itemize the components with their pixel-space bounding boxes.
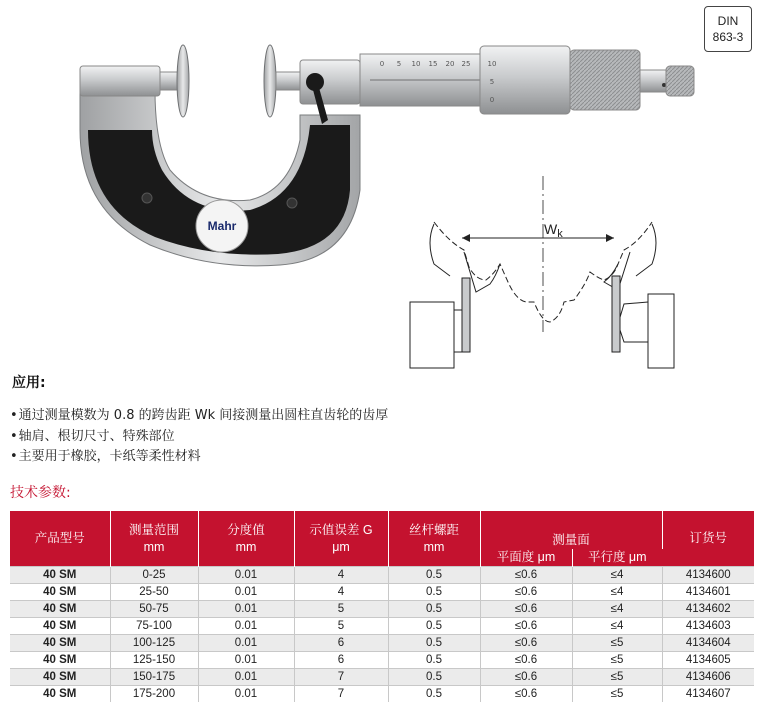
table-row: [10, 601, 754, 618]
sleeve-scale-label: 0: [379, 60, 385, 68]
left-anvil: [410, 302, 454, 368]
header-range-label: 测量范围: [128, 522, 179, 537]
cell-range: 75-100: [110, 618, 198, 635]
spindle-disc: [264, 45, 276, 117]
cell-flatness: ≤0.6: [480, 567, 572, 584]
cell-pitch: 0.5: [388, 686, 480, 703]
header-pitch-label: 丝杆螺距: [408, 522, 459, 537]
screw-icon: [287, 198, 297, 208]
right-anvil: [648, 294, 674, 368]
cell-parallelism: ≤5: [572, 652, 662, 669]
cell-order: 4134601: [662, 584, 754, 601]
header-resolution-unit: mm: [235, 539, 257, 554]
cell-parallelism: ≤4: [572, 618, 662, 635]
cell-parallelism: ≤4: [572, 567, 662, 584]
cell-error: 7: [294, 669, 388, 686]
din-badge-line1: DIN: [717, 14, 739, 28]
header-pitch: [388, 511, 480, 567]
application-heading: 应用:: [12, 375, 46, 391]
cell-flatness: ≤0.6: [480, 618, 572, 635]
din-badge-line2: 863-3: [712, 30, 744, 44]
header-resolution-label: 分度值: [227, 522, 265, 537]
dimension-label: [544, 221, 563, 240]
cell-range: 50-75: [110, 601, 198, 618]
cell-parallelism: ≤5: [572, 669, 662, 686]
gear-measurement-diagram: [404, 172, 678, 370]
cell-error: 7: [294, 686, 388, 703]
header-face-label: 测量面: [552, 533, 590, 547]
cell-error: 6: [294, 652, 388, 669]
cell-order: 4134607: [662, 686, 754, 703]
cell-pitch: 0.5: [388, 601, 480, 618]
cell-range: 175-200: [110, 686, 198, 703]
right-measuring-disc: [612, 276, 620, 352]
mahr-logo-text: Mahr: [207, 219, 237, 233]
cell-pitch: 0.5: [388, 567, 480, 584]
header-error: [294, 511, 388, 567]
cell-error: 4: [294, 567, 388, 584]
cell-error: 4: [294, 584, 388, 601]
sleeve-scale-label: 25: [461, 60, 471, 68]
left-measuring-disc: [462, 278, 470, 352]
sleeve-scale-label: 20: [445, 60, 455, 68]
cell-range: 150-175: [110, 669, 198, 686]
screw-icon: [142, 193, 152, 203]
ratchet-shaft: [640, 70, 668, 92]
anvil-disc: [177, 45, 189, 117]
cell-pitch: 0.5: [388, 618, 480, 635]
spec-table: [10, 511, 754, 702]
list-item: • 轴肩、根切尺寸、特殊部位: [10, 427, 388, 448]
thimble-scale-label: 10: [487, 60, 497, 68]
cell-order: 4134605: [662, 652, 754, 669]
cell-order: 4134602: [662, 601, 754, 618]
din-badge: [704, 6, 752, 52]
cell-flatness: ≤0.6: [480, 584, 572, 601]
cell-pitch: 0.5: [388, 652, 480, 669]
cell-resolution: 0.01: [198, 652, 294, 669]
header-range: [110, 511, 198, 567]
header-pitch-unit: mm: [423, 539, 445, 554]
cell-pitch: 0.5: [388, 584, 480, 601]
cell-flatness: ≤0.6: [480, 686, 572, 703]
cell-range: 125-150: [110, 652, 198, 669]
list-item: • 主要用于橡胶，卡纸等柔性材料: [10, 447, 388, 468]
header-error-label: 示值误差 G: [309, 522, 373, 537]
cell-model: 40 SM: [10, 669, 110, 686]
cell-range: 100-125: [110, 635, 198, 652]
cell-parallelism: ≤5: [572, 635, 662, 652]
cell-order: 4134600: [662, 567, 754, 584]
cell-resolution: 0.01: [198, 669, 294, 686]
header-face: [480, 511, 662, 549]
cell-order: 4134604: [662, 635, 754, 652]
table-row: [10, 635, 754, 652]
cell-resolution: 0.01: [198, 686, 294, 703]
cell-pitch: 0.5: [388, 635, 480, 652]
cell-pitch: 0.5: [388, 669, 480, 686]
header-order: [662, 511, 754, 567]
header-order-label: 订货号: [689, 531, 727, 545]
cell-resolution: 0.01: [198, 618, 294, 635]
header-error-unit: μm: [332, 539, 350, 554]
table-row: [10, 669, 754, 686]
tech-params-heading: 技术参数:: [10, 485, 71, 501]
cell-flatness: ≤0.6: [480, 601, 572, 618]
header-flatness: 平面度 μm: [480, 549, 572, 567]
header-resolution: [198, 511, 294, 567]
header-parallelism: 平行度 μm: [572, 549, 662, 567]
cell-order: 4134603: [662, 618, 754, 635]
header-range-unit: mm: [143, 539, 165, 554]
cell-resolution: 0.01: [198, 567, 294, 584]
header-model: [10, 511, 110, 567]
cell-model: 40 SM: [10, 567, 110, 584]
cell-model: 40 SM: [10, 584, 110, 601]
cell-error: 6: [294, 635, 388, 652]
cell-model: 40 SM: [10, 618, 110, 635]
table-row: [10, 567, 754, 584]
cell-resolution: 0.01: [198, 635, 294, 652]
thimble-scale-label: 0: [489, 96, 495, 104]
anvil-block: [80, 66, 160, 96]
cell-order: 4134606: [662, 669, 754, 686]
application-list: [10, 406, 388, 468]
table-row: [10, 652, 754, 669]
sleeve-scale-label: 15: [428, 60, 438, 68]
sleeve-scale-label: 10: [411, 60, 421, 68]
cell-model: 40 SM: [10, 635, 110, 652]
cell-parallelism: ≤4: [572, 584, 662, 601]
cell-model: 40 SM: [10, 686, 110, 703]
table-row: [10, 686, 754, 703]
thimble-scale-label: 5: [489, 78, 495, 86]
cell-flatness: ≤0.6: [480, 652, 572, 669]
table-row: [10, 584, 754, 601]
header-model-label: 产品型号: [34, 531, 85, 545]
cell-parallelism: ≤4: [572, 601, 662, 618]
cell-model: 40 SM: [10, 601, 110, 618]
cell-range: 25-50: [110, 584, 198, 601]
list-item: • 通过测量模数为 0.8 的跨齿距 Wk 间接测量出圆柱直齿轮的齿厚: [10, 406, 388, 427]
cell-error: 5: [294, 601, 388, 618]
arrow-left-icon: [462, 234, 470, 242]
cell-flatness: ≤0.6: [480, 635, 572, 652]
cell-range: 0-25: [110, 567, 198, 584]
thimble-knurl: [570, 50, 640, 110]
dimension-label-sub: k: [557, 228, 563, 240]
sleeve-scale-label: 5: [396, 60, 402, 68]
table-row: [10, 618, 754, 635]
cell-flatness: ≤0.6: [480, 669, 572, 686]
cell-model: 40 SM: [10, 652, 110, 669]
arrow-right-icon: [606, 234, 614, 242]
cell-error: 5: [294, 618, 388, 635]
cell-parallelism: ≤5: [572, 686, 662, 703]
cell-resolution: 0.01: [198, 601, 294, 618]
cell-resolution: 0.01: [198, 584, 294, 601]
ratchet-knob: [666, 66, 694, 96]
dimension-label-main: W: [544, 221, 558, 237]
